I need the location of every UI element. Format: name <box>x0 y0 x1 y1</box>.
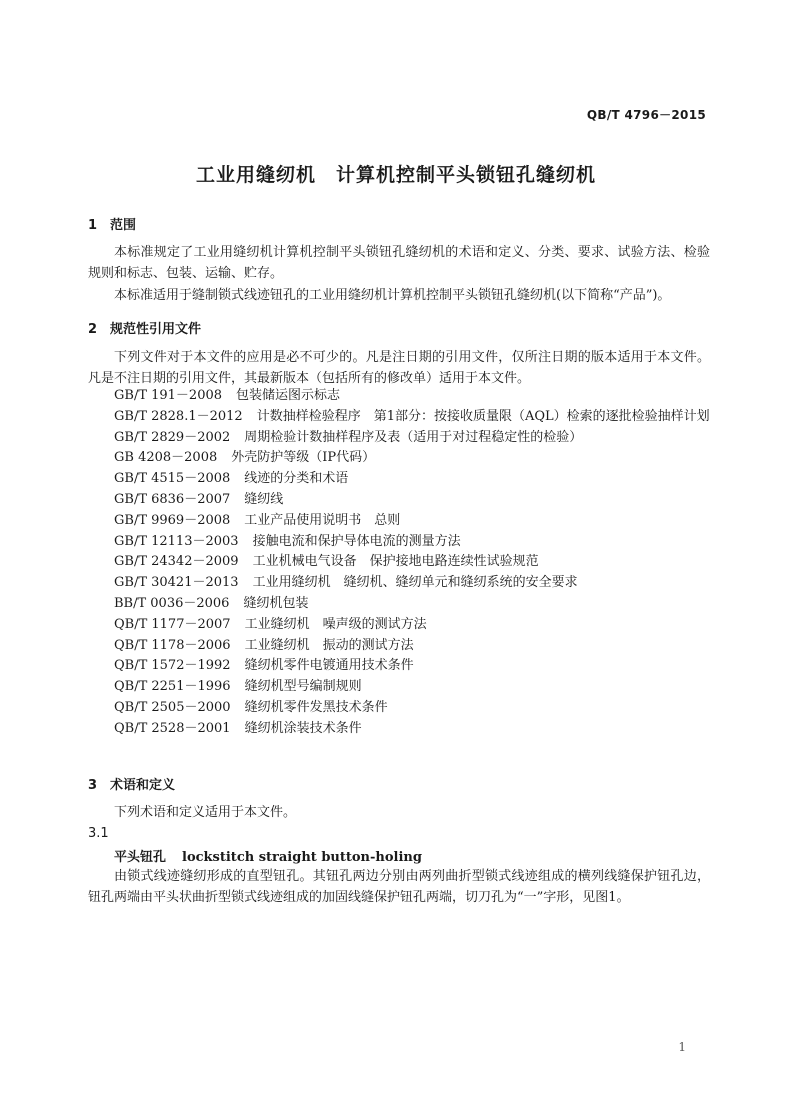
reference-item <box>88 469 710 490</box>
term-chinese: 平头钮孔 <box>114 850 167 865</box>
standard-number: QB/T 4796－2015 <box>586 108 706 122</box>
reference-code: GB/T 2829－2002 <box>114 429 231 445</box>
reference-item <box>88 532 710 553</box>
section-1-paragraph-2: 本标准适用于缝制锁式线迹钮孔的工业用缝纫机计算机控制平头锁钮孔缝纫机(以下简称“产品”)。 <box>114 288 671 303</box>
reference-item <box>88 490 710 511</box>
reference-code: GB/T 12113－2003 <box>114 533 239 549</box>
reference-code: QB/T 2528－2001 <box>114 720 231 736</box>
clause-number: 3.1 <box>88 826 109 841</box>
reference-item <box>88 386 710 407</box>
reference-name: 周期检验计数抽样程序及表（适用于对过程稳定性的检验） <box>244 429 583 445</box>
reference-item <box>88 719 710 740</box>
reference-code: GB/T 30421－2013 <box>114 575 239 591</box>
reference-name: 线迹的分类和术语 <box>244 471 349 487</box>
term-definition: 由锁式线迹缝纫形成的直型钮孔。其钮孔两边分别由两列曲折型锁式线迹组成的横列线缝保护钮孔边，钮孔两端由平头状曲折型锁式线迹组成的加固线缝保护钮孔两端，切刀孔为“一”字形，见图1。 <box>88 869 710 905</box>
term-entry <box>114 846 422 865</box>
reference-code: GB 4208－2008 <box>114 450 218 466</box>
reference-name: 包装储运图示标志 <box>236 388 341 403</box>
section-1-paragraph-1: 本标准规定了工业用缝纫机计算机控制平头锁钮孔缝纫机的术语和定义、分类、要求、试验方法、检验规则和标志、包装、运输、贮存。 <box>88 245 710 281</box>
reference-item <box>88 615 710 636</box>
section-2-intro: 下列文件对于本文件的应用是必不可少的。凡是注日期的引用文件，仅所注日期的版本适用于本文件。凡是不注日期的引用文件，其最新版本（包括所有的修改单）适用于本文件。 <box>88 350 710 386</box>
reference-item <box>88 594 710 615</box>
reference-item <box>88 573 710 594</box>
reference-item <box>88 428 710 449</box>
reference-name: 缝纫机涂装技术条件 <box>244 720 362 736</box>
reference-item <box>88 636 710 657</box>
reference-code: QB/T 2251－1996 <box>114 679 231 695</box>
reference-code: QB/T 1177－2007 <box>114 616 231 632</box>
reference-name: 缝纫机型号编制规则 <box>244 679 362 695</box>
reference-item <box>88 698 710 719</box>
reference-item <box>88 677 710 698</box>
document-title: 工业用缝纫机 计算机控制平头锁钮孔缝纫机 <box>195 164 596 186</box>
section-3-intro: 下列术语和定义适用于本文件。 <box>114 805 297 820</box>
reference-list <box>88 386 710 740</box>
reference-item <box>88 511 710 532</box>
reference-item <box>88 552 710 573</box>
reference-item <box>88 448 710 469</box>
reference-name: 工业缝纫机 振动的测试方法 <box>244 637 414 653</box>
reference-code: GB/T 191－2008 <box>114 388 223 403</box>
section-1-heading: 1 范围 <box>88 218 137 233</box>
reference-name: 工业用缝纫机 缝纫机、缝纫单元和缝纫系统的安全要求 <box>252 575 578 591</box>
reference-name: 缝纫机包装 <box>243 595 309 611</box>
reference-name: 缝纫机零件电镀通用技术条件 <box>244 658 414 674</box>
reference-code: GB/T 9969－2008 <box>114 512 231 528</box>
reference-name: 缝纫线 <box>244 491 284 507</box>
reference-code: QB/T 1178－2006 <box>114 637 231 653</box>
reference-name: 工业缝纫机 噪声级的测试方法 <box>244 616 427 632</box>
reference-name: 工业产品使用说明书 总则 <box>244 512 401 528</box>
reference-code: BB/T 0036－2006 <box>114 595 230 611</box>
reference-name: 缝纫机零件发黑技术条件 <box>244 699 388 715</box>
reference-code: QB/T 2505－2000 <box>114 699 231 715</box>
reference-name: 接触电流和保护导体电流的测量方法 <box>252 533 461 549</box>
page-number: 1 <box>678 1040 686 1054</box>
reference-item <box>88 407 710 428</box>
section-3-heading: 3 术语和定义 <box>88 778 176 793</box>
reference-code: GB/T 4515－2008 <box>114 471 231 487</box>
reference-name: 外壳防护等级（IP代码） <box>231 450 376 466</box>
term-english: lockstitch straight button-holing <box>182 850 422 865</box>
reference-name: 工业机械电气设备 保护接地电路连续性试验规范 <box>252 554 539 570</box>
reference-code: GB/T 2828.1－2012 <box>114 408 243 424</box>
reference-code: GB/T 24342－2009 <box>114 554 239 570</box>
reference-code: GB/T 6836－2007 <box>114 491 231 507</box>
reference-name: 计数抽样检验程序 第1部分：按接收质量限（AQL）检索的逐批检验抽样计划 <box>256 408 710 424</box>
reference-item <box>88 656 710 677</box>
reference-code: QB/T 1572－1992 <box>114 658 231 674</box>
section-2-heading: 2 规范性引用文件 <box>88 322 202 337</box>
